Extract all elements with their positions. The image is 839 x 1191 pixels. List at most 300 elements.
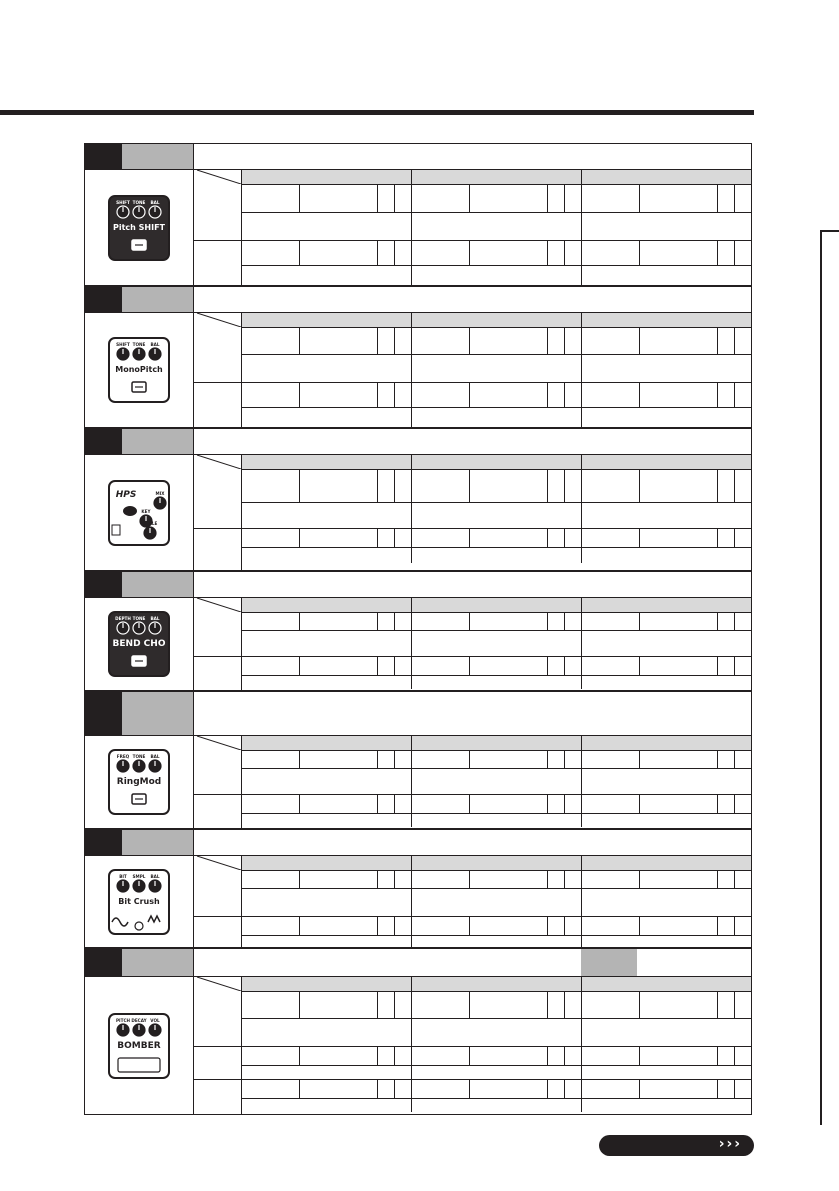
effect-number-tab [85,949,122,976]
value-cell-divider [547,917,548,935]
value-cell-divider [547,1047,548,1065]
value-cell-divider [734,871,735,888]
value-cell-divider [469,241,470,265]
value-cell-divider [377,185,378,212]
effect-description [193,830,751,855]
value-cell-divider [394,470,395,502]
value-cell-divider [734,613,735,630]
value-cell-divider [299,1047,300,1065]
column-divider [411,870,412,916]
bend-cho-pedal-icon [106,610,172,678]
value-cell-divider [639,185,640,212]
effect-number-tab [85,572,122,597]
value-cell-divider [394,992,395,1018]
effect-name-tab [122,287,193,312]
column-divider [581,1046,582,1079]
value-cell-divider [394,657,395,675]
value-cell-divider [394,1047,395,1065]
row-label-border [241,455,242,570]
column-divider [581,794,582,827]
effect-name-tab [122,144,193,169]
knob-label: TONE [132,342,146,347]
knob-label: MIX [155,490,165,496]
knob-label: TONE [132,199,146,205]
row-divider [241,1065,751,1066]
knob-label: TONE [132,754,146,759]
value-cell-divider [639,1080,640,1098]
column-separator [581,455,582,469]
parameter-table [193,313,751,427]
value-cell-divider [377,751,378,768]
parameter-table [193,598,751,690]
effect-description [193,949,751,976]
value-cell-divider [564,1080,565,1098]
column-separator [411,977,412,991]
knob-label: DEPTH [115,616,131,621]
parameter-column-header [241,313,751,328]
value-cell-divider [469,751,470,768]
effect-number-tab [85,830,122,855]
effect-number-tab [85,429,122,454]
value-cell-divider [469,1080,470,1098]
column-divider [581,612,582,656]
knob-label: SCALE [142,520,158,526]
value-cell-divider [547,241,548,265]
value-cell-divider [547,751,548,768]
effect-name-tab [122,429,193,454]
value-cell-divider [547,185,548,212]
side-index-tick [820,230,839,232]
value-cell-divider [717,1080,718,1098]
row-divider [241,888,751,889]
value-cell-divider [547,1080,548,1098]
column-separator [411,856,412,870]
row-divider [241,407,751,408]
value-cell-divider [394,871,395,888]
row-group-border [193,794,751,795]
value-cell-divider [469,185,470,212]
knob-label: BAL [150,342,160,347]
column-divider [411,1079,412,1112]
row-divider [241,354,751,355]
value-cell-divider [299,241,300,265]
table-corner-diagonal [193,455,241,469]
column-divider [411,656,412,689]
value-cell-divider [394,241,395,265]
row-group-border [193,656,751,657]
value-cell-divider [717,185,718,212]
effect-section-bend-cho [84,571,752,691]
column-separator [411,736,412,750]
row-divider [241,813,751,814]
value-cell-divider [469,383,470,407]
effect-image-cell [85,170,194,285]
column-divider [581,469,582,528]
value-cell-divider [299,529,300,547]
value-cell-divider [564,470,565,502]
value-cell-divider [734,657,735,675]
effect-description [193,572,751,597]
value-cell-divider [299,383,300,407]
value-cell-divider [717,917,718,935]
value-cell-divider [394,383,395,407]
value-cell-divider [734,241,735,265]
hps-pedal-icon [106,479,172,547]
value-cell-divider [734,1080,735,1098]
column-divider [411,991,412,1046]
column-divider [411,794,412,827]
value-cell-divider [639,1047,640,1065]
knob-label: KEY [141,508,151,514]
column-divider [581,528,582,563]
column-divider [411,1046,412,1079]
value-cell-divider [717,871,718,888]
row-group-border [193,1046,751,1047]
value-cell-divider [469,917,470,935]
value-cell-divider [377,383,378,407]
value-cell-divider [547,383,548,407]
pedal-label: HPS [115,489,137,500]
parameter-table [193,455,751,570]
value-cell-divider [394,613,395,630]
knob-label: PITCH [115,1017,131,1023]
column-divider [581,382,582,427]
effect-section-pitch-shift [84,143,752,286]
value-cell-divider [469,992,470,1018]
value-cell-divider [564,871,565,888]
row-label-border [241,598,242,690]
effect-name-tab [122,692,193,735]
table-corner-diagonal [193,736,241,750]
knob-label: TONE [132,616,146,621]
value-cell-divider [299,992,300,1018]
next-page-button[interactable] [599,1135,754,1156]
row-group-border [193,240,751,241]
row-group-border [193,382,751,383]
value-cell-divider [394,529,395,547]
column-separator [581,313,582,327]
value-cell-divider [564,241,565,265]
value-cell-divider [564,1047,565,1065]
value-cell-divider [377,328,378,354]
effect-section-bomber [84,948,752,1115]
row-divider [241,1018,751,1019]
value-cell-divider [734,795,735,813]
row-label-border [241,170,242,285]
value-cell-divider [717,383,718,407]
value-cell-divider [469,529,470,547]
value-cell-divider [639,383,640,407]
value-cell-divider [547,328,548,354]
parameter-column-header [241,736,751,751]
value-cell-divider [469,328,470,354]
row-divider [241,675,751,676]
column-separator [581,977,582,991]
effect-image-cell [85,313,194,427]
parameter-column-header [241,455,751,470]
value-cell-divider [564,751,565,768]
row-divider [241,265,751,266]
effect-number-tab [85,287,122,312]
value-cell-divider [639,328,640,354]
effect-image-cell [85,977,194,1114]
column-divider [411,240,412,285]
pitch-shift-pedal-icon [106,194,172,262]
value-cell-divider [299,613,300,630]
pedal-label: RingMod [116,777,162,787]
parameter-table [193,856,751,947]
knob-label: SMPL [132,873,146,879]
effect-name-tab [122,830,193,855]
value-cell-divider [377,795,378,813]
bit-crush-pedal-icon [106,868,172,936]
effect-header [85,830,751,856]
value-cell-divider [734,383,735,407]
knob-label: BIT [119,873,127,879]
effect-description [193,287,751,312]
parameter-table [193,170,751,285]
column-separator [411,598,412,612]
value-cell-divider [299,871,300,888]
value-cell-divider [394,1080,395,1098]
row-divider [241,935,751,936]
row-divider [241,630,751,631]
value-cell-divider [299,328,300,354]
effect-extra-tab [581,949,637,976]
pedal-label: Bit Crush [118,896,160,906]
value-cell-divider [639,241,640,265]
value-cell-divider [717,529,718,547]
row-divider [241,212,751,213]
mono-pitch-pedal-icon [106,336,172,404]
value-cell-divider [717,1047,718,1065]
column-divider [411,916,412,949]
value-cell-divider [547,871,548,888]
parameter-column-header [241,170,751,185]
column-divider [411,382,412,427]
bomber-pedal-icon [106,1012,172,1080]
value-cell-divider [639,795,640,813]
column-separator [411,313,412,327]
value-cell-divider [734,328,735,354]
value-cell-divider [469,871,470,888]
effect-header [85,429,751,455]
value-cell-divider [564,992,565,1018]
value-cell-divider [469,613,470,630]
value-cell-divider [564,529,565,547]
blob-icon [123,506,137,516]
pedal-label: BOMBER [117,1040,161,1051]
value-cell-divider [394,795,395,813]
value-cell-divider [469,657,470,675]
effect-header [85,949,751,977]
row-label-border [241,856,242,947]
value-cell-divider [639,657,640,675]
row-group-border [193,528,751,529]
effect-section-bit-crush [84,829,752,948]
effect-image-cell [85,856,194,947]
value-cell-divider [547,992,548,1018]
row-label-border [241,313,242,427]
column-divider [581,991,582,1046]
knob-label: BAL [150,199,160,205]
row-divider [241,768,751,769]
effect-section-hps [84,428,752,571]
value-cell-divider [717,751,718,768]
value-cell-divider [377,470,378,502]
effect-section-mono-pitch [84,286,752,428]
column-separator [411,455,412,469]
parameter-column-header [241,856,751,871]
value-cell-divider [469,470,470,502]
column-separator [581,856,582,870]
row-divider [241,547,751,548]
column-divider [581,1079,582,1112]
value-cell-divider [639,917,640,935]
effect-description [193,692,751,735]
effect-image-cell [85,455,194,570]
value-cell-divider [377,529,378,547]
parameter-table [193,977,751,1114]
effect-header [85,144,751,170]
effect-name-tab [122,572,193,597]
value-cell-divider [377,992,378,1018]
value-cell-divider [734,917,735,935]
value-cell-divider [717,795,718,813]
column-divider [411,750,412,794]
table-corner-diagonal [193,598,241,612]
row-group-border [193,1079,751,1080]
value-cell-divider [639,529,640,547]
effect-header [85,287,751,313]
value-cell-divider [377,1080,378,1098]
value-cell-divider [717,241,718,265]
value-cell-divider [547,470,548,502]
value-cell-divider [377,657,378,675]
pedal-label: Pitch SHIFT [112,222,166,232]
column-separator [411,170,412,184]
value-cell-divider [717,328,718,354]
value-cell-divider [717,657,718,675]
column-divider [581,656,582,689]
value-cell-divider [469,1047,470,1065]
effect-image-cell [85,598,194,690]
value-cell-divider [547,613,548,630]
column-divider [581,327,582,382]
side-index-line [820,230,822,1125]
column-divider [411,612,412,656]
parameter-column-header [241,977,751,992]
column-divider [411,469,412,528]
knob-label: SHIFT [116,342,130,347]
value-cell-divider [299,917,300,935]
value-cell-divider [299,657,300,675]
value-cell-divider [717,992,718,1018]
pedal-label: BEND CHO [112,639,166,649]
value-cell-divider [564,917,565,935]
value-cell-divider [394,328,395,354]
knob-label: BAL [150,873,160,879]
knob-label: BAL [150,754,160,759]
value-cell-divider [639,992,640,1018]
column-separator [581,736,582,750]
column-divider [581,870,582,916]
row-divider [241,1098,751,1099]
value-cell-divider [299,751,300,768]
column-divider [411,184,412,240]
ring-mod-pedal-icon [106,748,172,816]
knob-label: FREQ [116,754,130,759]
effect-description [193,144,751,169]
column-divider [581,916,582,949]
value-cell-divider [299,1080,300,1098]
value-cell-divider [547,657,548,675]
table-corner-diagonal [193,313,241,327]
value-cell-divider [734,185,735,212]
column-divider [581,184,582,240]
value-cell-divider [394,185,395,212]
effect-header [85,572,751,598]
knob-label: SHIFT [116,199,130,205]
effect-image-cell [85,736,194,828]
value-cell-divider [377,1047,378,1065]
effect-header [85,692,751,736]
effect-number-tab [85,692,122,735]
next-arrows-icon: ››› [718,1136,742,1152]
effect-number-tab [85,144,122,169]
value-cell-divider [734,1047,735,1065]
row-group-border [193,916,751,917]
value-cell-divider [734,751,735,768]
table-corner-diagonal [193,170,241,184]
value-cell-divider [299,795,300,813]
column-separator [581,170,582,184]
value-cell-divider [564,613,565,630]
value-cell-divider [394,917,395,935]
knob-label: VOL [150,1017,160,1023]
value-cell-divider [639,470,640,502]
value-cell-divider [564,795,565,813]
value-cell-divider [639,871,640,888]
value-cell-divider [734,470,735,502]
knob-label: DECAY [131,1017,147,1023]
value-cell-divider [734,529,735,547]
value-cell-divider [394,751,395,768]
table-corner-diagonal [193,977,241,991]
value-cell-divider [564,185,565,212]
value-cell-divider [639,751,640,768]
value-cell-divider [717,613,718,630]
value-cell-divider [547,529,548,547]
value-cell-divider [564,657,565,675]
effect-section-ring-mod [84,691,752,829]
pedal-label: MonoPitch [115,365,163,374]
value-cell-divider [639,613,640,630]
column-divider [581,750,582,794]
knob-label: BAL [150,616,160,621]
value-cell-divider [377,613,378,630]
column-divider [581,240,582,285]
effect-description [193,429,751,454]
row-label-border [241,736,242,828]
value-cell-divider [377,871,378,888]
value-cell-divider [547,795,548,813]
value-cell-divider [377,241,378,265]
parameter-column-header [241,598,751,613]
header-rule [0,110,754,115]
value-cell-divider [299,185,300,212]
value-cell-divider [377,917,378,935]
